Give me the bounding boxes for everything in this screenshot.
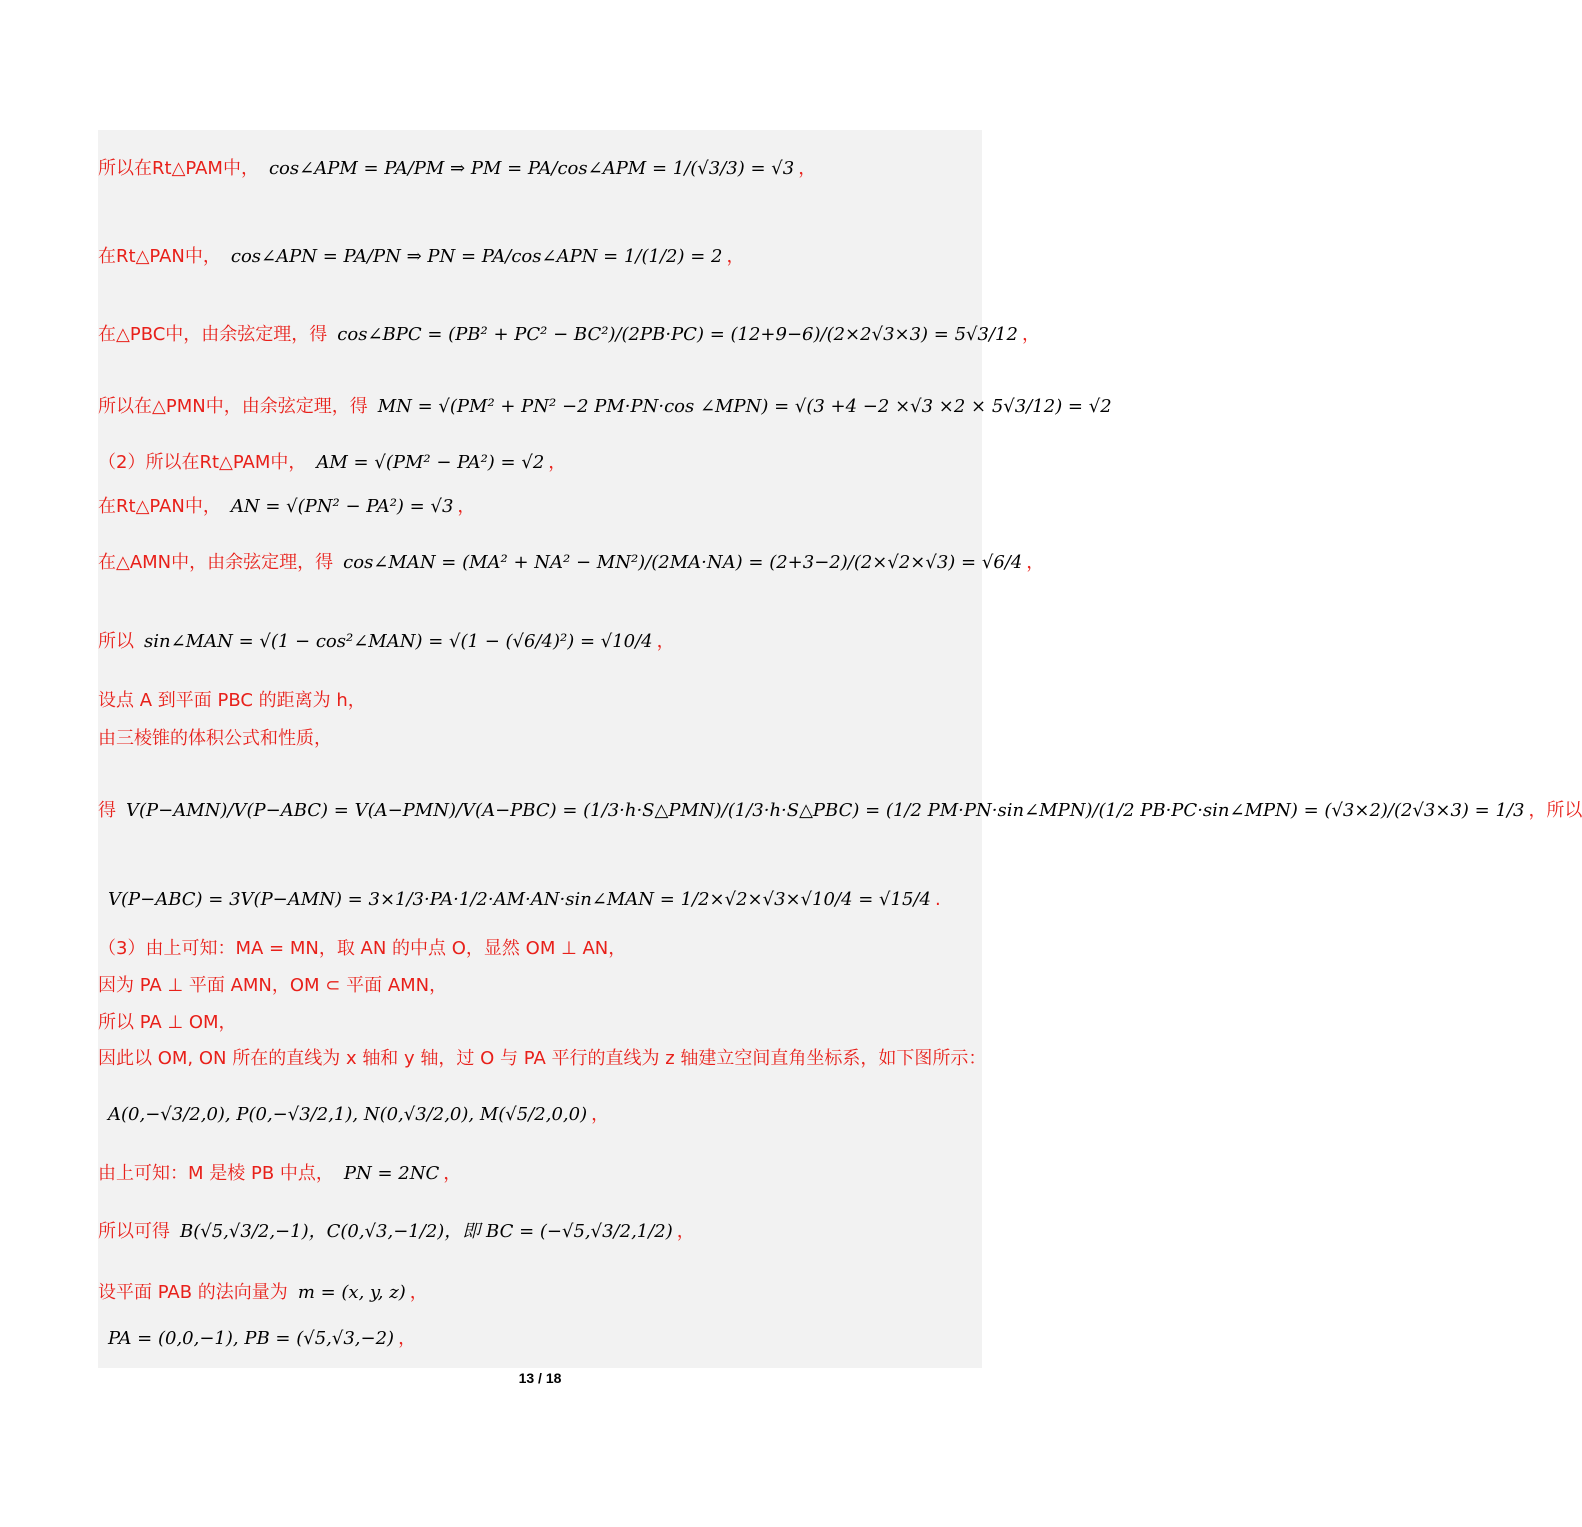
line-end: ，所以 [1528,800,1582,821]
line-end: . [934,889,941,910]
solution-line-13 [98,938,640,960]
line-math: V(P−ABC) = 3V(P−AMN) = 3×1/3·PA·1/2·AM·AN·sin∠MAN = 1/2×√2×√3×√10/4 = √15/4 [108,889,931,910]
line-label: 由上可知：M 是棱 PB 中点， [98,1163,334,1184]
solution-line-11 [98,800,1582,822]
solution-line-10 [98,728,346,750]
solution-line-4 [98,396,1116,418]
line-label: 由三棱锥的体积公式和性质， [98,728,332,749]
line-end: ， [656,631,675,652]
line-math: cos∠MAN = (MA² + NA² − MN²)/(2MA·NA) = (2+3−2)/(2×√2×√3) = √6/4 [343,552,1023,573]
line-end: ， [1026,552,1045,573]
solution-line-1 [98,158,816,180]
line-end: ， [591,1104,610,1125]
line-end: ， [409,1282,428,1303]
line-label: （3）由上可知：MA = MN，取 AN 的中点 O，显然 OM ⊥ AN， [98,938,627,959]
solution-line-7 [98,552,1044,574]
line-math: AN = √(PN² − PA²) = √3 [230,496,454,517]
line-label: 所以 [98,631,134,652]
line-math: cos∠BPC = (PB² + PC² − BC²)/(2PB·PC) = (12+9−6)/(2×2√3×3) = 5√3/12 [337,324,1018,345]
line-math: MN = √(PM² + PN² −2 PM·PN·cos ∠MPN) = √(3 +4 −2 ×√3 ×2 × 5√3/12) = √2 [377,396,1112,417]
line-math: cos∠APM = PA/PM ⇒ PM = PA/cos∠APM = 1/(√3/3) = √3 [268,158,795,179]
line-end: ， [443,1163,462,1184]
page-number: 13 / 18 [518,1370,562,1386]
line-end: ， [798,158,817,179]
solution-line-16 [98,1048,1000,1070]
solution-line-5 [98,452,566,474]
solution-line-3 [98,324,1040,346]
solution-line-6 [98,496,475,518]
solution-line-21 [98,1328,416,1350]
line-end: ， [676,1221,695,1242]
line-end: ， [726,246,745,267]
line-label: 设平面 PAB 的法向量为 [98,1282,288,1303]
line-math: A(0,−√3/2,0), P(0,−√3/2,1), N(0,√3/2,0), M(√5/2,0,0) [108,1104,588,1125]
line-math: PN = 2NC [343,1163,440,1184]
solution-line-12 [98,889,941,911]
line-label: 所以 PA ⊥ OM， [98,1012,237,1033]
line-end: ， [1021,324,1040,345]
line-label: 设点 A 到平面 PBC 的距离为 h， [98,690,366,711]
line-label: 所以在△PMN中，由余弦定理，得 [98,396,368,417]
line-label: 在Rt△PAN中， [98,496,221,517]
line-label: 因为 PA ⊥ 平面 AMN，OM ⊂ 平面 AMN， [98,975,448,996]
solution-line-15 [98,1012,251,1034]
line-label: 因此以 OM, ON 所在的直线为 x 轴和 y 轴，过 O 与 PA 平行的直线为 z 轴建立空间直角坐标系，如下图所示： [98,1048,987,1069]
line-math: cos∠APN = PA/PN ⇒ PN = PA/cos∠APN = 1/(1/2) = 2 [230,246,723,267]
line-math: AM = √(PM² − PA²) = √2 [316,452,545,473]
line-label: （2）所以在Rt△PAM中， [98,452,307,473]
line-math: B(√5,√3/2,−1)，C(0,√3,−1/2)，即 BC = (−√5,√3/2,1/2) [180,1221,673,1242]
solution-line-19 [98,1221,695,1243]
solution-line-18 [98,1163,461,1185]
solution-line-14 [98,975,461,997]
line-label: 在△PBC中，由余弦定理，得 [98,324,328,345]
line-end: ， [457,496,476,517]
solution-line-8 [98,631,675,653]
solution-line-17 [98,1104,609,1126]
line-math: m = (x, y, z) [297,1282,406,1303]
line-end: ， [548,452,567,473]
line-end: ， [398,1328,417,1349]
solution-line-2 [98,246,744,268]
line-label: 在Rt△PAN中， [98,246,221,267]
line-label: 得 [98,800,116,821]
line-label: 所以在Rt△PAM中， [98,158,259,179]
line-math: V(P−AMN)/V(P−ABC) = V(A−PMN)/V(A−PBC) = (1/3·h·S△PMN)/(1/3·h·S△PBC) = (1/2 PM·PN·sin∠MPN)/(1/2 PB·PC·sin∠MPN) = (√3×2)/(2√3×3) = 1/3 [126,800,1525,821]
line-math: PA = (0,0,−1), PB = (√5,√3,−2) [108,1328,395,1349]
line-math: sin∠MAN = √(1 − cos²∠MAN) = √(1 − (√6/4)²) = √10/4 [144,631,653,652]
line-label: 在△AMN中，由余弦定理，得 [98,552,334,573]
line-label: 所以可得 [98,1221,170,1242]
solution-line-20 [98,1282,428,1304]
solution-line-9 [98,690,380,712]
